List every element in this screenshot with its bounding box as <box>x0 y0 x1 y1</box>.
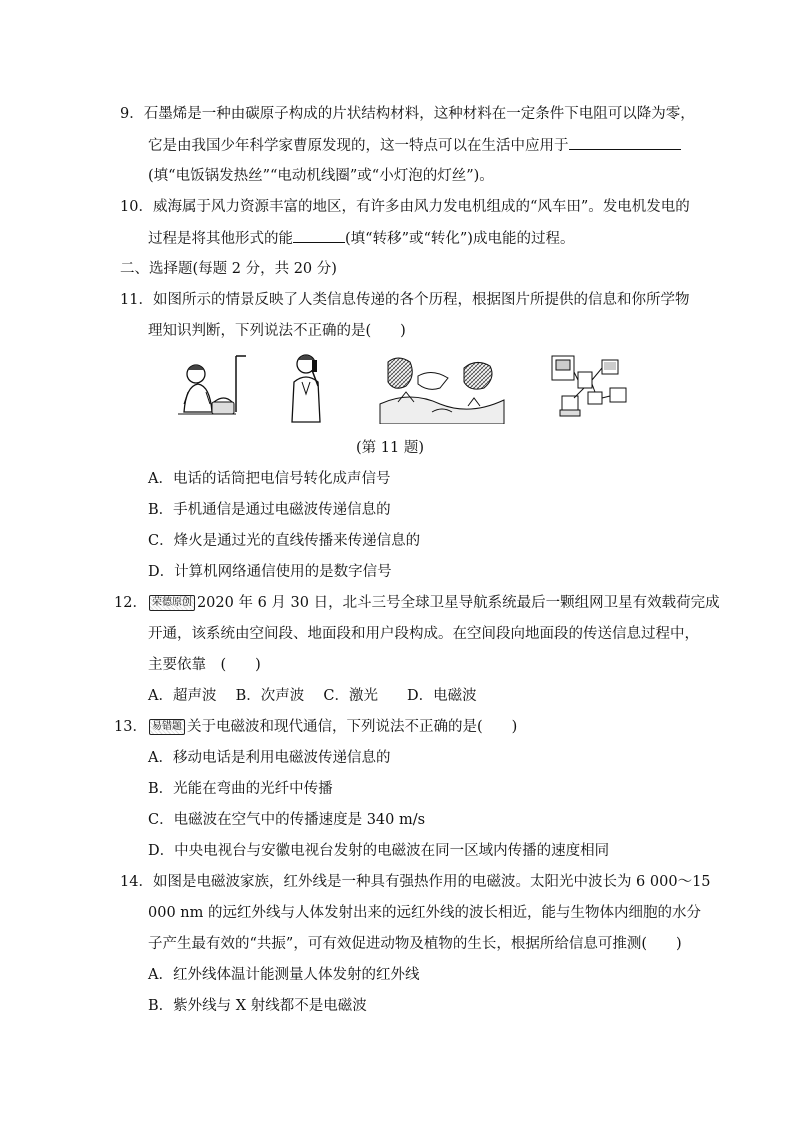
q12-line2: 开通，该系统由空间段、地面段和用户段构成。在空间段向地面段的传送信息过程中， <box>148 626 699 642</box>
q14-option-b[interactable]: B．紫外线与 X 射线都不是电磁波 <box>148 998 367 1014</box>
q11-option-b[interactable]: B．手机通信是通过电磁波传递信息的 <box>148 502 391 518</box>
q14-line2: 000 nm 的远红外线与人体发射出来的远红外线的波长相近，能与生物体内细胞的水分 <box>148 905 701 921</box>
q9-line3: (填“电饭锅发热丝”“电动机线圈”或“小灯泡的灯丝”)。 <box>148 168 494 184</box>
q13-error-prone-tag: 易错题 <box>149 719 185 735</box>
q11-option-d[interactable]: D．计算机网络通信使用的是数字信号 <box>148 564 392 580</box>
q12-options[interactable]: A．超声波 B．次声波 C．激光 D．电磁波 <box>148 688 477 704</box>
q9-line2: 它是由我国少年科学家曹原发现的，这一特点可以在生活中应用于 <box>148 135 681 156</box>
q14-line1: 14．如图是电磁波家族，红外线是一种具有强热作用的电磁波。太阳光中波长为 6 000～15 <box>120 874 711 890</box>
section-title-choice: 二、选择题(每题 2 分，共 20 分) <box>120 261 337 277</box>
q12-line3: 主要依靠 ( ) <box>148 657 261 673</box>
q12-line1: 12． 荣德原创 2020 年 6 月 30 日，北斗三号全球卫星导航系统最后一颗组网卫星有效载荷完成 <box>114 595 720 611</box>
q13-option-d[interactable]: D．中央电视台与安徽电视台发射的电磁波在同一区域内传播的速度相同 <box>148 843 610 859</box>
q10-answer-blank[interactable] <box>293 228 345 243</box>
q14-option-a[interactable]: A．红外线体温计能测量人体发射的红外线 <box>148 967 420 983</box>
telephone-illustration <box>174 352 250 424</box>
q11-option-c[interactable]: C．烽火是通过光的直线传播来传递信息的 <box>148 533 421 549</box>
q9-answer-blank[interactable] <box>569 135 681 150</box>
q13-option-b[interactable]: B．光能在弯曲的光纤中传播 <box>148 781 333 797</box>
beacon-fire-illustration <box>378 352 506 424</box>
q10-line2: 过程是将其他形式的能 (填“转移”或“转化”)成电能的过程。 <box>148 228 574 249</box>
q11-option-a[interactable]: A．电话的话筒把电信号转化成声信号 <box>148 471 391 487</box>
q11-line1: 11．如图所示的情景反映了人类信息传递的各个历程，根据图片所提供的信息和你所学物 <box>120 292 690 308</box>
q13-option-a[interactable]: A．移动电话是利用电磁波传递信息的 <box>148 750 391 766</box>
q12-original-tag: 荣德原创 <box>149 595 195 611</box>
q13-line1: 13． 易错题 关于电磁波和现代通信，下列说法不正确的是( ) <box>114 719 518 735</box>
q11-line2: 理知识判断，下列说法不正确的是( ) <box>148 323 406 339</box>
computer-network-illustration <box>548 352 630 424</box>
q13-option-c[interactable]: C．电磁波在空气中的传播速度是 340 m/s <box>148 812 426 828</box>
q14-line3: 子产生最有效的“共振”，可有效促进动物及植物的生长，根据所给信息可推测( ) <box>148 936 682 952</box>
mobile-phone-illustration <box>284 352 334 424</box>
q10-line1: 10．威海属于风力资源丰富的地区，有许多由风力发电机组成的“风车田”。发电机发电的 <box>120 199 690 215</box>
q9-line1: 9．石墨烯是一种由碳原子构成的片状结构材料，这种材料在一定条件下电阻可以降为零， <box>120 106 695 122</box>
q11-figure-caption: (第 11 题) <box>356 440 424 456</box>
